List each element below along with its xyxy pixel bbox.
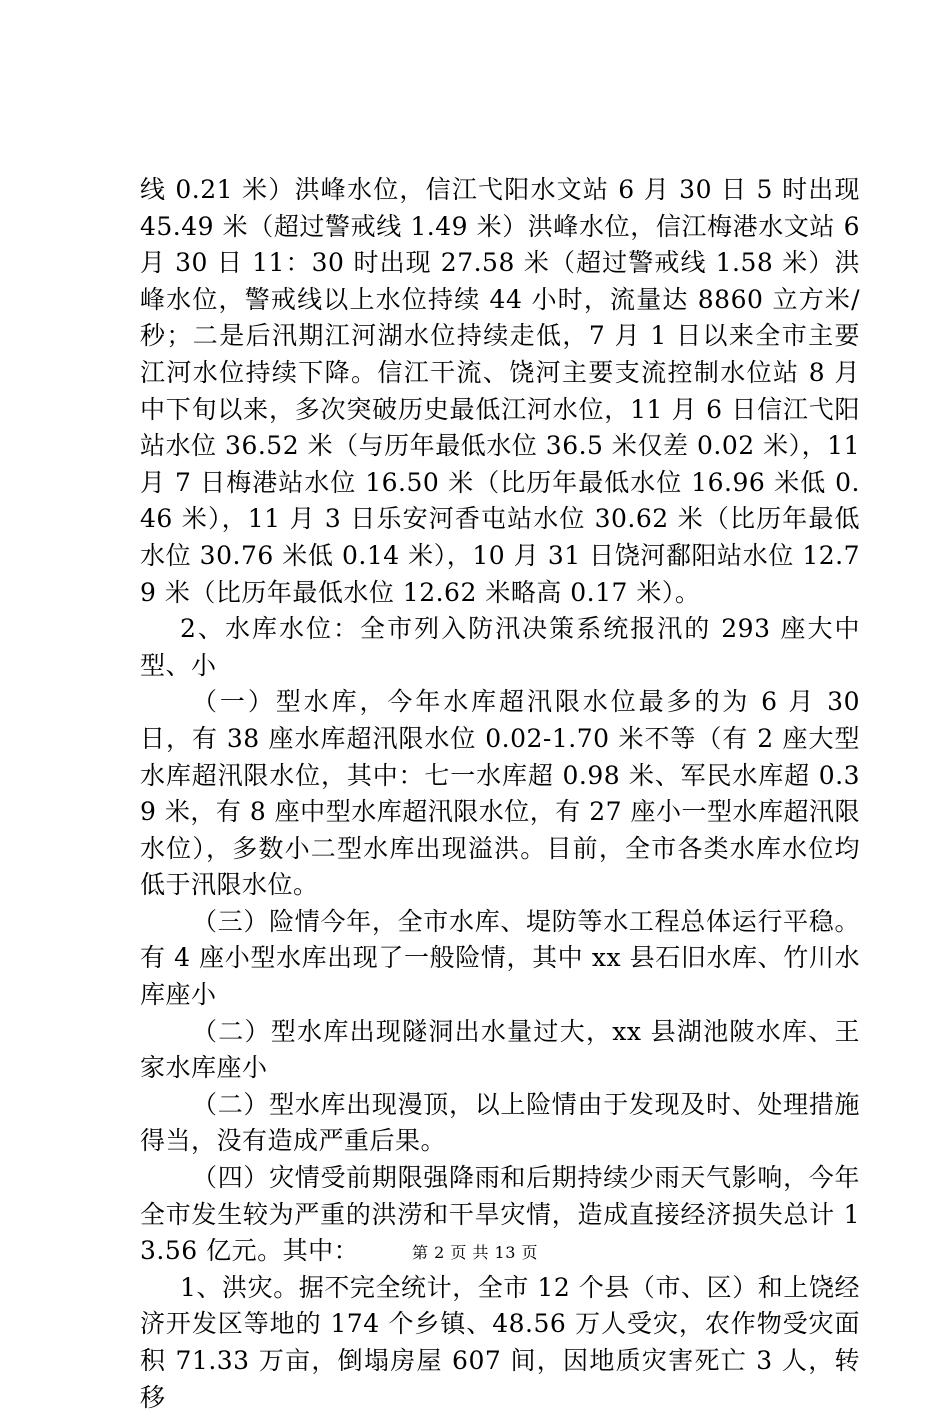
document-body: [140, 172, 860, 1416]
paragraph-overtopping: （二）型水库出现漫顶，以上险情由于发现及时、处理措施得当，没有造成严重后果。: [140, 1089, 860, 1156]
paragraph-disaster-summary: （四）灾情受前期限强降雨和后期持续少雨天气影响，今年全市发生较为严重的洪涝和干旱灾情，造成直接经济损失总计 13.56 亿元。其中：: [140, 1163, 860, 1266]
paragraph-tunnel-outflow: （二）型水库出现隧洞出水量过大，xx 县湖池陂水库、王家水库座小: [140, 1016, 860, 1083]
paragraph-flood-disaster: 1、洪灾。据不完全统计，全市 12 个县（市、区）和上饶经济开发区等地的 174 个乡镇、48.56 万人受灾，农作物受灾面积 71.33 万亩，倒塌房屋 607 间，因地质灾害死亡 3 人，转移: [140, 1272, 860, 1412]
paragraph-dangers: （三）险情今年，全市水库、堤防等水工程总体运行平稳。有 4 座小型水库出现了一般险情，其中 xx 县石旧水库、竹川水库座小: [140, 906, 860, 1010]
paragraph-reservoir-flood-limit: （一）型水库，今年水库超汛限水位最多的为 6 月 30 日，有 38 座水库超汛限水位 0.02-1.70 米不等（有 2 座大型水库超汛限水位，其中：七一水库超 0.98 米、军民水库超 0.39 米，有 8 座中型水库超汛限水位，有 27 座小一型水库超汛限水位），多数小二型水库出现溢洪。目前，全市各类水库水位均低于汛限水位。: [140, 687, 860, 900]
page-number-footer: 第 2 页 共 13 页: [412, 1243, 538, 1262]
paragraph-flood-peak-levels: 线 0.21 米）洪峰水位，信江弋阳水文站 6 月 30 日 5 时出现 45.49 米（超过警戒线 1.49 米）洪峰水位，信江梅港水文站 6 月 30 日 11：30 时出现 27.58 米（超过警戒线 1.58 米）洪峰水位，警戒线以上水位持续 44 小时，流量达 8860 立方米/秒；二是后汛期江河湖水位持续走低，7 月 1 日以来全市主要江河水位持续下降。信江干流、饶河主要支流控制水位站 8 月中下旬以来，多次突破历史最低江河水位，11 月 6 日信江弋阳站水位 36.52 米（与历年最低水位 36.5 米仅差 0.02 米），11 月 7 日梅港站水位 16.50 米（比历年最低水位 16.96 米低 0.46 米），11 月 3 日乐安河香屯站水位 30.62 米（比历年最低水位 30.76 米低 0.14 米），10 月 31 日饶河鄱阳站水位 12.79 米（比历年最低水位 12.62 米略高 0.17 米）。: [140, 175, 860, 607]
paragraph-reservoir-levels-heading: 2、水库水位：全市列入防汛决策系统报汛的 293 座大中型、小: [140, 614, 860, 680]
